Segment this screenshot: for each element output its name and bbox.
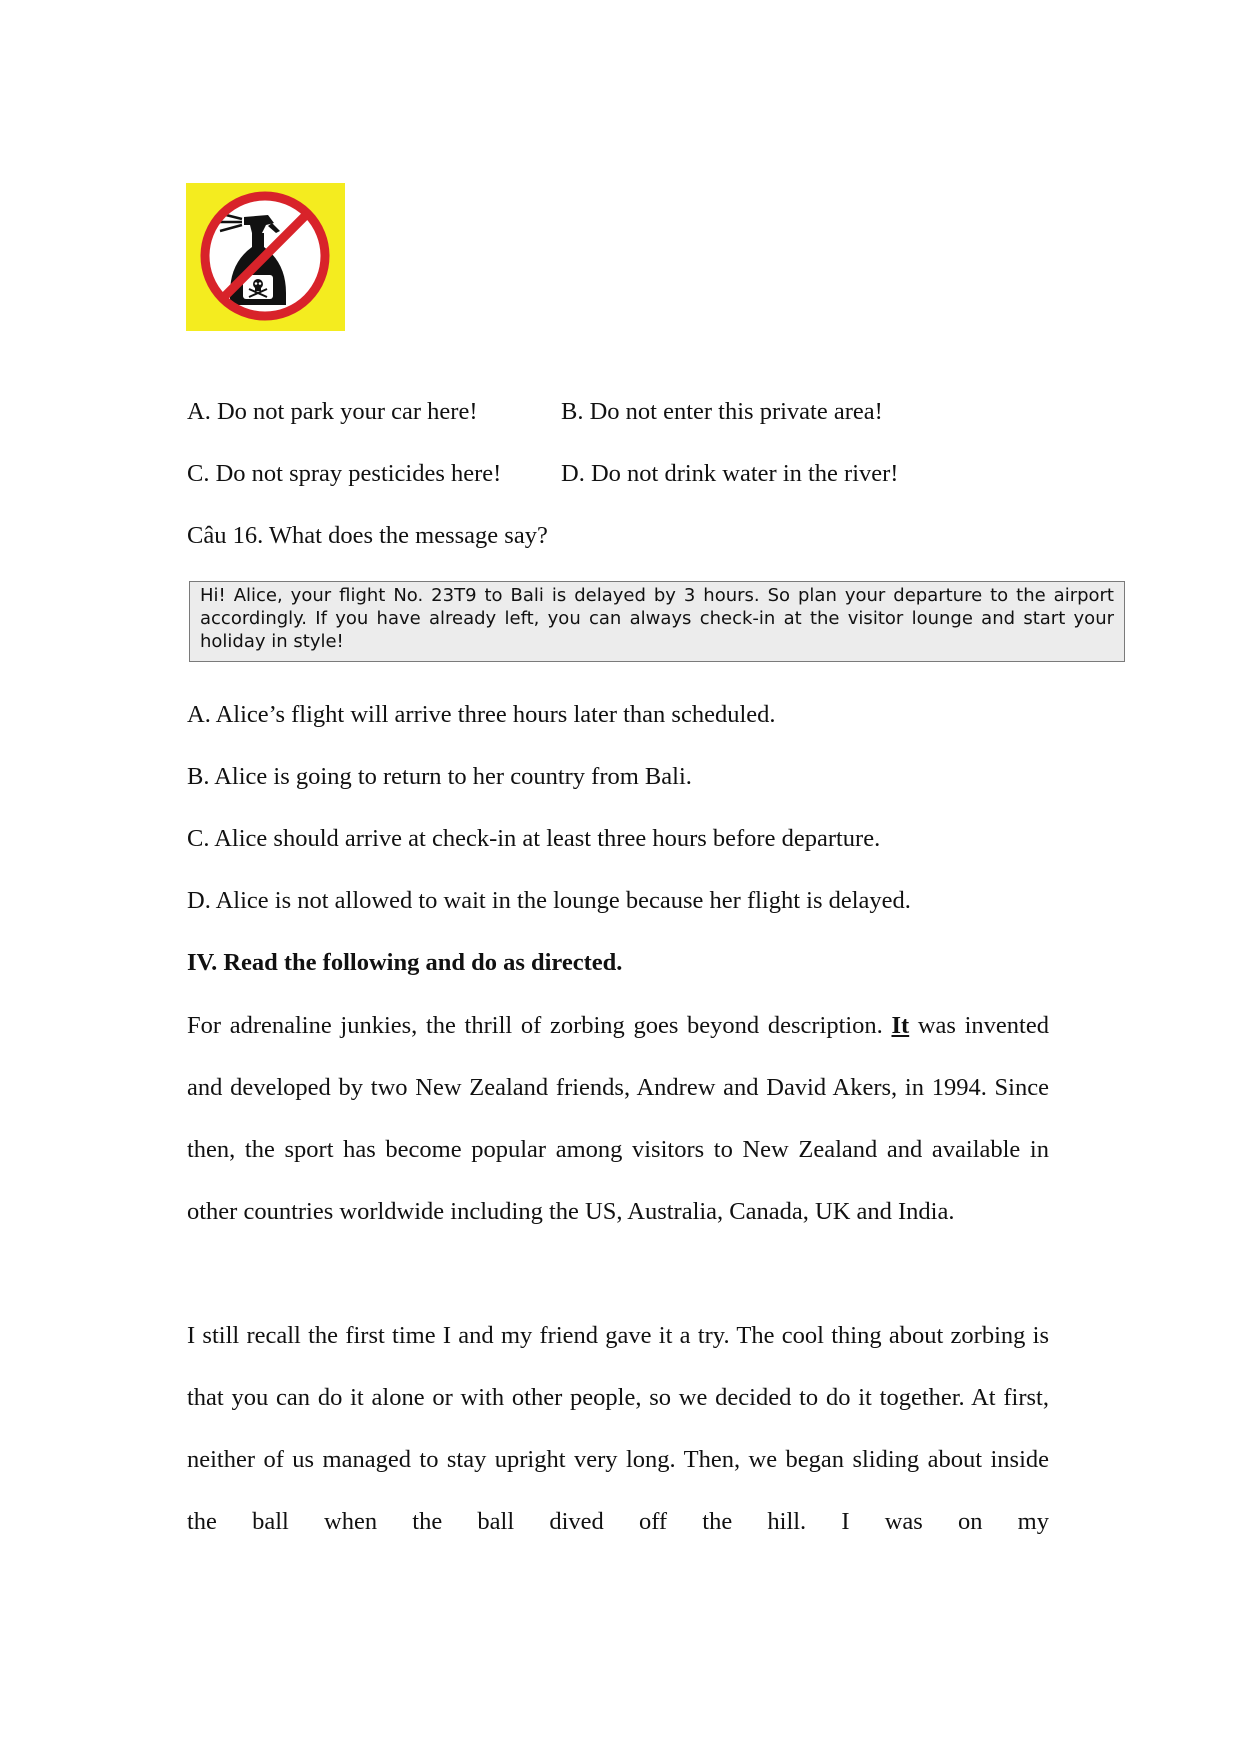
q15-option-d[interactable]: D. Do not drink water in the river! [561, 460, 899, 487]
flight-message-text: Hi! Alice, your flight No. 23T9 to Bali is delayed by 3 hours. So plan your departure to the airport accordingly. If you have already left, you can always check-in at the visitor lounge and start your holiday in style! [200, 585, 1114, 652]
reading-paragraph-2 [187, 1305, 1049, 1553]
q16-option-d[interactable]: D. Alice is not allowed to wait in the lounge because her flight is delayed. [187, 887, 911, 914]
referenced-word: It [891, 1012, 910, 1039]
q15-option-a[interactable]: A. Do not park your car here! [187, 398, 478, 425]
q16-option-a[interactable]: A. Alice’s flight will arrive three hours later than scheduled. [187, 701, 776, 728]
q15-option-c[interactable]: C. Do not spray pesticides here! [187, 460, 502, 487]
q16-question: Câu 16. What does the message say? [187, 522, 548, 549]
paragraph-1-rest: was invented and developed by two New Zealand friends, Andrew and David Akers, in 1994. Since then, the sport has become popular among visitors to New Zealand and available in other countries worldwide including the US, Australia, Canada, UK and India. [187, 1012, 1049, 1225]
paragraph-1-start: For adrenaline junkies, the thrill of zorbing goes beyond description. [187, 1012, 892, 1039]
q15-option-b[interactable]: B. Do not enter this private area! [561, 398, 883, 425]
section-heading: IV. Read the following and do as directed. [187, 949, 623, 976]
q16-option-b[interactable]: B. Alice is going to return to her country from Bali. [187, 763, 692, 790]
q16-option-c[interactable]: C. Alice should arrive at check-in at least three hours before departure. [187, 825, 881, 852]
flight-message-box [189, 581, 1125, 662]
no-spray-sign-icon [186, 183, 345, 331]
reading-paragraph-1 [187, 995, 1049, 1243]
paragraph-2-text: I still recall the first time I and my friend gave it a try. The cool thing about zorbing is that you can do it alone or with other people, so we decided to do it together. At first, neither of us managed to stay upright very long. Then, we began sliding about inside the ball when the ball dived off the hill. I was on my [187, 1322, 1049, 1535]
